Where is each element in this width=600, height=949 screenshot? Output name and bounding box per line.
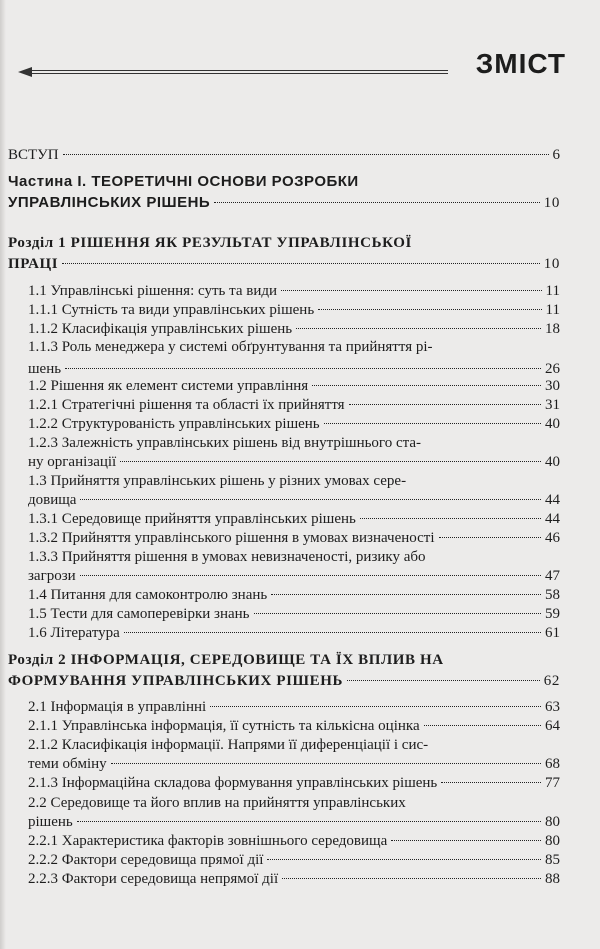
page-number: 59 <box>545 606 560 622</box>
page-number: 40 <box>545 416 560 432</box>
page-number: 88 <box>545 871 560 887</box>
page-number: 46 <box>545 530 560 546</box>
toc-entry-1-2-1[interactable]: 1.2.1 Стратегічні рішення та області їх прийняття 31 <box>28 397 560 413</box>
page-number: 26 <box>545 361 560 377</box>
page-number: 61 <box>545 625 560 641</box>
toc-entry-1-1-1[interactable]: 1.1.1 Сутність та види управлінських рішень 11 <box>28 302 560 318</box>
toc-entry-chapter-1[interactable]: Розділ 1 РІШЕННЯ ЯК РЕЗУЛЬТАТ УПРАВЛІНСЬКОЇ ПРАЦІ 10 <box>8 233 560 275</box>
page-number: 58 <box>545 587 560 603</box>
toc-entry-2-1-1[interactable]: 2.1.1 Управлінська інформація, її сутність та кількісна оцінка 64 <box>28 718 560 734</box>
page-number: 11 <box>545 302 560 318</box>
page-number: 63 <box>545 699 560 715</box>
toc-entry-2-2-1[interactable]: 2.2.1 Характеристика факторів зовнішнього середовища 80 <box>28 833 560 849</box>
page-number: 10 <box>543 195 560 211</box>
toc-entry-1-3-1[interactable]: 1.3.1 Середовище прийняття управлінських рішень 44 <box>28 511 560 527</box>
toc-entry-1-6[interactable]: 1.6 Література 61 <box>28 625 560 641</box>
toc-entry-1-1-2[interactable]: 1.1.2 Класифікація управлінських рішень 18 <box>28 321 560 337</box>
page-title: ЗМІСТ <box>475 48 566 79</box>
page-number: 44 <box>545 492 560 508</box>
page-edge <box>0 0 6 949</box>
toc-entry-1-2-3[interactable]: 1.2.3 Залежність управлінських рішень від внутрішнього ста- ну організації 40 <box>28 435 560 470</box>
toc-entry-1-2-2[interactable]: 1.2.2 Структурованість управлінських рішень 40 <box>28 416 560 432</box>
page-number: 47 <box>545 568 560 584</box>
toc-entry-1-2[interactable]: 1.2 Рішення як елемент системи управління 30 <box>28 378 560 394</box>
toc-entry-intro[interactable]: ВСТУП 6 <box>8 147 560 163</box>
toc-entry-1-5[interactable]: 1.5 Тести для самоперевірки знань 59 <box>28 606 560 622</box>
toc-entry-1-3-2[interactable]: 1.3.2 Прийняття управлінського рішення в умовах визначеності 46 <box>28 530 560 546</box>
toc-entry-chapter-2[interactable]: Розділ 2 ІНФОРМАЦІЯ, СЕРЕДОВИЩЕ ТА ЇХ ВПЛИВ НА ФОРМУВАННЯ УПРАВЛІНСЬКИХ РІШЕНЬ 62 <box>8 650 560 692</box>
toc-entry-2-1-3[interactable]: 2.1.3 Інформаційна складова формування управлінських рішень 77 <box>28 775 560 791</box>
toc-entry-1-4[interactable]: 1.4 Питання для самоконтролю знань 58 <box>28 587 560 603</box>
toc-entry-2-2-3[interactable]: 2.2.3 Фактори середовища непрямої дії 88 <box>28 871 560 887</box>
toc-entry-2-1-2[interactable]: 2.1.2 Класифікація інформації. Напрями її диференціації і сис- теми обміну 68 <box>28 737 560 772</box>
page-number: 11 <box>545 283 560 299</box>
toc-entry-1-1[interactable]: 1.1 Управлінські рішення: суть та види 11 <box>28 283 560 299</box>
page-number: 44 <box>545 511 560 527</box>
page-number: 85 <box>545 852 560 868</box>
page-number: 80 <box>545 814 560 830</box>
toc-entry-1-3[interactable]: 1.3 Прийняття управлінських рішень у різних умовах сере- довища 44 <box>28 473 560 508</box>
page-number: 6 <box>552 147 560 163</box>
page-number: 68 <box>545 756 560 772</box>
page-number: 40 <box>545 454 560 470</box>
page-number: 64 <box>545 718 560 734</box>
toc-entry-2-1[interactable]: 2.1 Інформація в управлінні 63 <box>28 699 560 715</box>
toc-entry-1-1-3[interactable]: 1.1.3 Роль менеджера у системі обґрунтування та прийняття рі- шень 26 <box>28 339 560 377</box>
toc-entry-part-1[interactable]: Частина І. ТЕОРЕТИЧНІ ОСНОВИ РОЗРОБКИ УПРАВЛІНСЬКИХ РІШЕНЬ 10 <box>8 171 560 214</box>
page-number: 31 <box>545 397 560 413</box>
page-number: 77 <box>545 775 560 791</box>
header-decorative-rule <box>18 70 448 73</box>
page-number: 18 <box>545 321 560 337</box>
toc-entry-2-2[interactable]: 2.2 Середовище та його вплив на прийняття управлінських рішень 80 <box>28 795 560 830</box>
page-number: 62 <box>543 673 560 689</box>
toc-entry-1-3-3[interactable]: 1.3.3 Прийняття рішення в умовах невизначеності, ризику або загрози 47 <box>28 549 560 584</box>
page-number: 30 <box>545 378 560 394</box>
toc-entry-2-2-2[interactable]: 2.2.2 Фактори середовища прямої дії 85 <box>28 852 560 868</box>
page-number: 10 <box>543 256 560 272</box>
page-number: 80 <box>545 833 560 849</box>
